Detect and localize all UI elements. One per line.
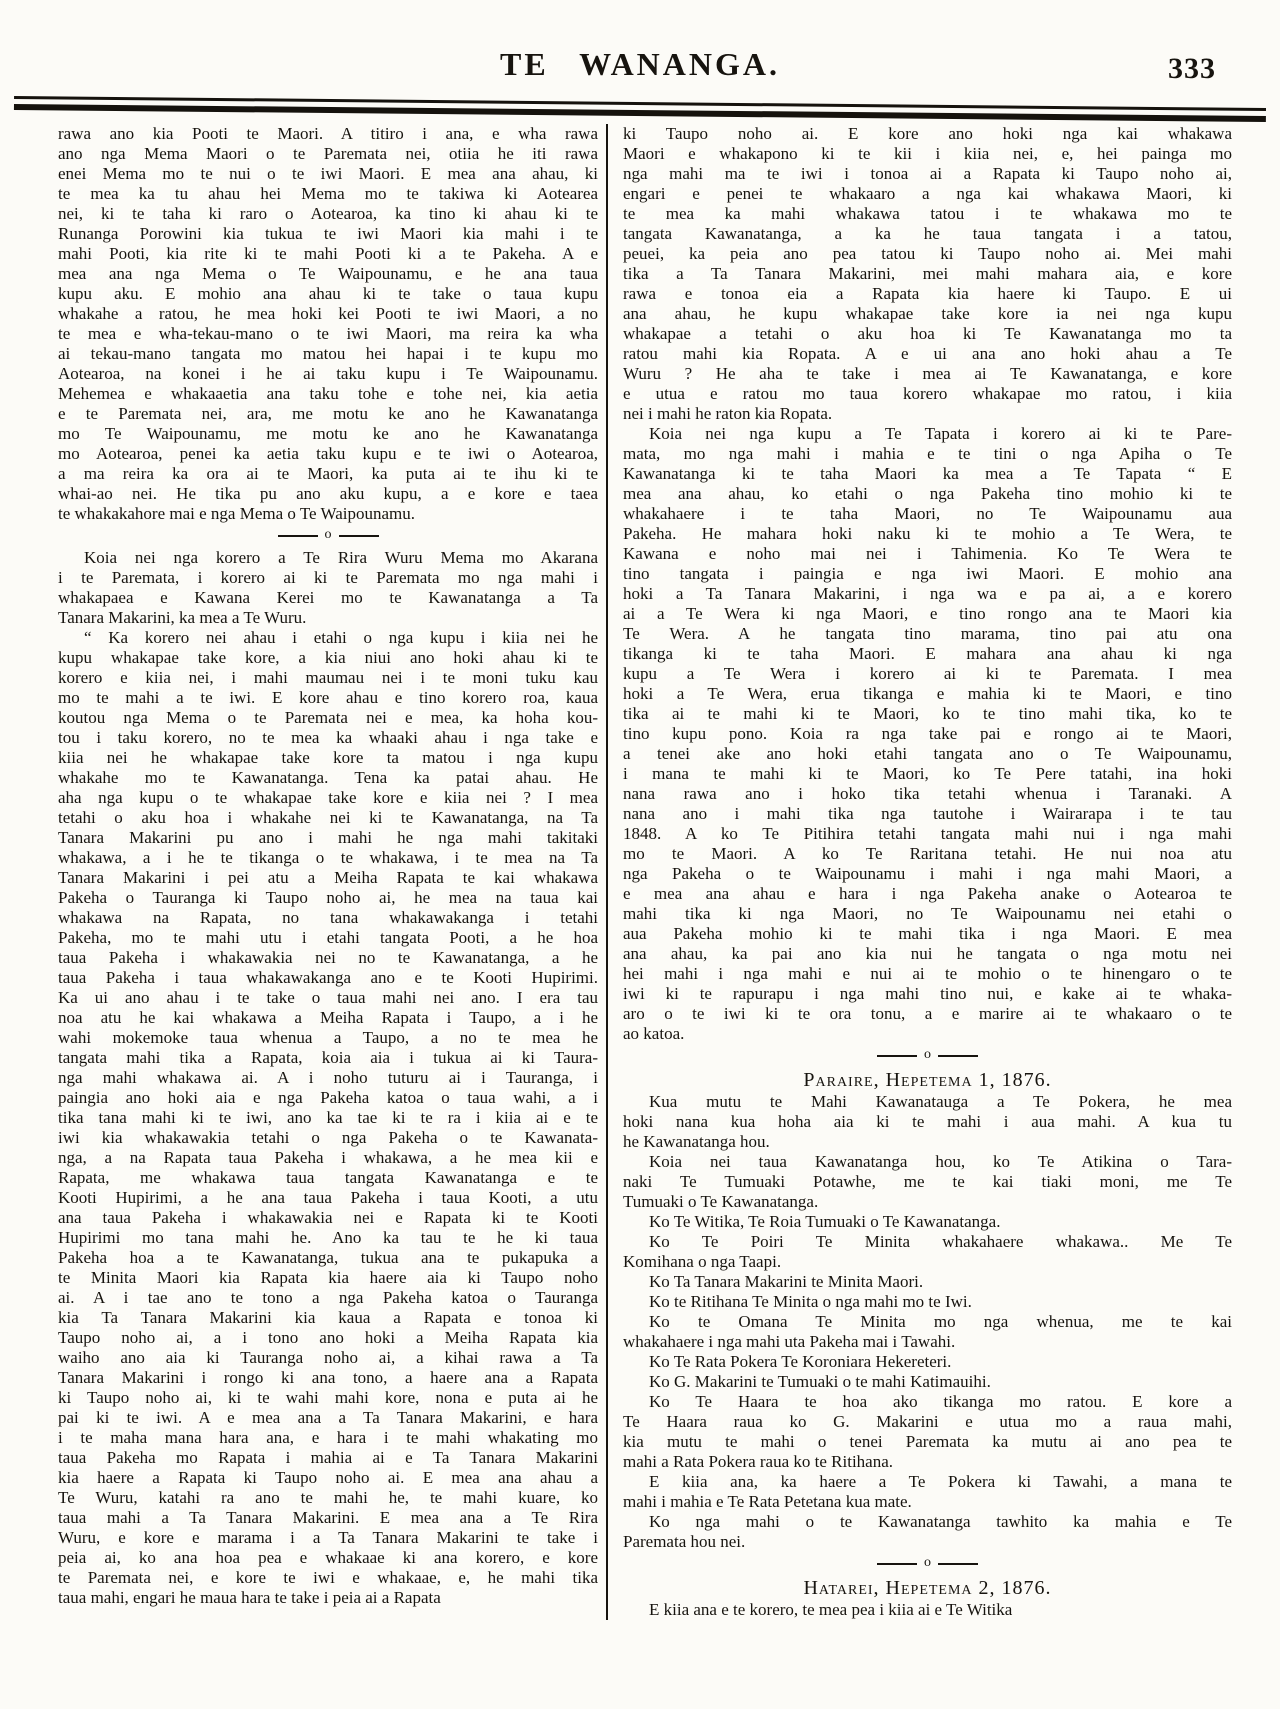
masthead [0, 0, 1280, 96]
text-line: taua Pakeha i taua whakawakanga ano e te Kooti Hupirimi. [58, 968, 598, 987]
text-line: peia ai, ko ana hoa pea e whakaae ki ana korero, e kore [58, 1548, 598, 1567]
text-line: Tanara Makarini i rongo ki ana tono, a haere ana a Rapata [58, 1368, 598, 1387]
text-line: tino tangata i paingia e nga iwi Maori. E mohio ana [623, 564, 1232, 583]
text-line: kia haere a Rapata ki Taupo noho ai. E mea ana ahau a [58, 1468, 598, 1487]
text-line: taua mahi a Ta Tanara Makarini. E mea ana a Te Rira [58, 1508, 598, 1527]
text-line: nga Pakeha o te Waipounamu i mahi i nga mahi Maori, a [623, 864, 1232, 883]
text-line: te Paremata nei, e kore te iwi e whakaae, e, he mahi tika [58, 1568, 598, 1587]
text-line: Wuru, e kore e marama i a Ta Tanara Makarini te take i [58, 1528, 598, 1547]
text-line: nana ano i mahi tika nga tautohe i Wairarapa i te tau [623, 804, 1232, 823]
text-line: rawa e tonoa eia a Rapata kia haere ki Taupo. E ui [623, 284, 1232, 303]
text-line: whakapae a tetahi o aku hoa ki Te Kawanatanga mo ta [623, 324, 1232, 343]
text-line: ratou mahi kia Ropata. A e ui ana ano hoki ahau a Te [623, 344, 1232, 363]
right-column [606, 124, 1232, 1620]
text-line: taua mahi, engari he maua hara te take i peia ai a Rapata [58, 1588, 441, 1607]
text-line: whakawa na Rapata, no tana whakawakanga i tetahi [58, 908, 598, 927]
text-line: a tenei ake ano hoki etahi tangata ano o Te Waipounamu, [623, 744, 1232, 763]
paragraph [623, 424, 1232, 1044]
paragraph [623, 1372, 1232, 1392]
text-line: tika ai te mahi ki te Maori, ko te tino mahi tika, ko te [623, 704, 1232, 723]
paragraph [623, 1212, 1232, 1232]
text-line: Tanara Makarini, ka mea a Te Wuru. [58, 608, 307, 627]
text-line: i mana te mahi ki te Maori, ko Te Pere tatahi, ina hoki [623, 764, 1232, 783]
text-line: i te maha mana hara ana, e hara i te mahi whakating mo [58, 1428, 598, 1447]
divider-line [877, 1563, 917, 1565]
section-divider-ornament [623, 1552, 1232, 1576]
text-line: ki Taupo noho ai. E kore ano hoki nga kai whakawa [623, 124, 1232, 143]
text-line: mahi i mahia e Te Rata Petetana kua mate. [623, 1492, 912, 1511]
text-line: mo te Maori. A ko Te Raritana tetahi. He nui noa atu [623, 844, 1232, 863]
text-line: Pakeha. He mahara hoki naku ki te mohio a Te Wera, te [623, 524, 1232, 543]
text-line: ai a Te Wera ki nga Maori, e tino rongo ana te Maori kia [623, 604, 1232, 623]
text-line: Ko Te Rata Pokera Te Koroniara Hekereteri. [649, 1352, 952, 1371]
text-line: tika a Ta Tanara Makarini, mei mahi mahara aia, e kore [623, 264, 1232, 283]
paragraph [623, 1600, 1232, 1620]
text-line: Pakeha hoa a te Kawanatanga, tukua ana te pukapuka a [58, 1248, 598, 1267]
text-line: nei i mahi he raton kia Ropata. [623, 404, 833, 423]
paragraph [623, 1292, 1232, 1312]
text-line: tikanga ki te taha Maori. E mahara ana ahau ki nga [623, 644, 1232, 663]
text-line: paingia ano hoki aia e nga Pakeha katoa o taua wahi, a i [58, 1088, 598, 1107]
text-line: ki Taupo noho ai, ki te wahi mahi kore, nona e puta ai he [58, 1388, 598, 1407]
text-line: mata, mo nga mahi i mahia e te tini o nga Apiha o Te [623, 444, 1232, 463]
text-line: Ko nga mahi o te Kawanatanga tawhito ka mahia e Te [649, 1512, 1232, 1531]
text-line: Paremata hou nei. [623, 1532, 746, 1551]
text-line: e te Paremata nei, ara, me motu ke ano he Kawanatanga [58, 404, 598, 423]
text-line: whakahaere i nga mahi uta Pakeha mai i Tawahi. [623, 1332, 956, 1351]
text-line: taua Pakeha mo Rapata i mahia ai e Ta Tanara Makarini [58, 1448, 598, 1467]
text-line: Koia nei taua Kawanatanga hou, ko Te Atikina o Tara- [649, 1152, 1232, 1171]
text-line: korero e kiia nei, i mahi maumau nei i te moni tuku kau [58, 668, 598, 687]
text-line: ana taua Pakeha i whakawakia nei e Rapata ki te Kooti [58, 1208, 598, 1227]
divider-line [938, 1563, 978, 1565]
article-columns [0, 110, 1280, 1620]
divider-o-glyph: o [924, 1555, 931, 1570]
paragraph [623, 1312, 1232, 1352]
text-line: mahi Pooti, kia rite ki te mahi Pooti ki a te Pakeha. A e [58, 244, 598, 263]
text-line: te mea ka tu ahau hei Mema mo te takiwa ki Aotearea [58, 184, 598, 203]
paragraph [623, 1272, 1232, 1292]
text-line: whakahaere i te taha Maori, no Te Waipounamu aua [623, 504, 1232, 523]
divider-o-glyph: o [324, 527, 332, 542]
text-line: taua Pakeha i whakawakia nei no te Kawanatanga, a he [58, 948, 598, 967]
text-line: rawa ano kia Pooti te Maori. A titiro i ana, e wha rawa [58, 124, 598, 143]
text-line: kia mutu te mahi o tenei Paremata ka mutu ai ano pea te [623, 1432, 1232, 1451]
text-line: noa atu he kai whakawa a Meiha Rapata i Taupo, a i he [58, 1008, 598, 1027]
text-line: naki Te Tumuaki Potawhe, me te kai tiaki moni, me Te [623, 1172, 1232, 1191]
paragraph [58, 124, 598, 524]
text-line: Kawanatanga ki te taha Maori ka mea a Te Tapata “ E [623, 464, 1232, 483]
text-line: mea ana nga Mema o Te Waipounamu, e he ana taua [58, 264, 598, 283]
text-line: te mea e wha-tekau-mano o te iwi Maori, ma reira ka wha [58, 324, 598, 343]
text-line: Ka ui ano ahau i te take o taua mahi nei ano. I era tau [58, 988, 598, 1007]
text-line: Ko Te Haara te hoa ako tikanga mo ratou. E kore a [649, 1392, 1232, 1411]
text-line: Ko Te Poiri Te Minita whakahaere whakawa.. Me Te [649, 1232, 1232, 1251]
text-line: e utua e ratou mo taua korero whakapae mo ratou, i kiia [623, 384, 1232, 403]
text-line: hei mahi i nga mahi e nui ai te mohio o te hinengaro o te [623, 964, 1232, 983]
text-line: te whakakahore mai e nga Mema o Te Waipounamu. [58, 504, 415, 523]
paragraph [623, 1352, 1232, 1372]
dateline-heading: Paraire, Hepetema 1, 1876. [803, 1069, 1052, 1091]
text-line: Te Wera. A he tangata tino marama, tino pai atu ona [623, 624, 1232, 643]
text-line: 1848. A ko Te Pitihira tetahi tangata mahi nui i nga mahi [623, 824, 1232, 843]
paragraph [58, 628, 598, 1608]
newspaper-title: TE WANANGA. [500, 46, 780, 82]
text-line: mo Te Waipounamu, me motu ke ano he Kawanatanga [58, 424, 598, 443]
text-line: tangata mahi tika a Rapata, koia aia i tukua ai ki Taura- [58, 1048, 598, 1067]
text-line: Komihana o nga Taapi. [623, 1252, 782, 1271]
paragraph [623, 1152, 1232, 1212]
text-line: Pakeha o Tauranga ki Taupo noho ai, he mea na taua kai [58, 888, 598, 907]
text-line: wahi mokemoke taua whenua a Taupo, a no te mea he [58, 1028, 598, 1047]
text-line: Koia nei nga korero a Te Rira Wuru Mema mo Akarana [84, 548, 598, 567]
section-divider-ornament [58, 524, 598, 548]
text-line: mahi tika ki nga Maori, no Te Waipounamu nei etahi o [623, 904, 1232, 923]
divider-line [938, 1055, 978, 1057]
text-line: whakawa, a i he te tikanga o te whakawa, i te mea na Ta [58, 848, 598, 867]
text-line: te mea ka mahi whakawa tatou i te whakawa mo te [623, 204, 1232, 223]
paragraph [623, 1092, 1232, 1152]
text-line: Koia nei nga kupu a Te Tapata i korero ai ki te Pare- [649, 424, 1232, 443]
text-line: nana rawa ano i hoko tika tetahi whenua i Taranaki. A [623, 784, 1232, 803]
text-line: mahi a Rata Pokera raua ko te Ritihana. [623, 1452, 894, 1471]
left-column [58, 124, 606, 1620]
text-line: te Minita Maori kia Rapata kia haere aia ki Taupo noho [58, 1268, 598, 1287]
text-line: Ko te Omana Te Minita mo nga whenua, me te kai [649, 1312, 1232, 1331]
text-line: E kiia ana, ka haere a Te Pokera ki Tawahi, a mana te [649, 1472, 1232, 1491]
text-line: Tumuaki o Te Kawanatanga. [623, 1192, 819, 1211]
divider-line [278, 535, 318, 537]
text-line: Tanara Makarini pu ano i mahi he nga mahi takitaki [58, 828, 598, 847]
text-line: iwi ki te rapurapu i nga mahi tino nui, e kake ai te whaka- [623, 984, 1232, 1003]
text-line: Kooti Hupirimi, a he ana taua Pakeha i taua Kooti, a utu [58, 1188, 598, 1207]
text-line: mo te mahi a te iwi. E kore ahau e tino korero roa, kaua [58, 688, 598, 707]
text-line: whai-ao nei. He tika pu ano aku kupu, a e kore e taea [58, 484, 598, 503]
text-line: Wuru ? He aha te take i mea ai Te Kawanatanga, e kore [623, 364, 1232, 383]
text-line: hoki a Te Wera, erua tikanga e mahia ki te Maori, e tino [623, 684, 1232, 703]
text-line: Te Wuru, katahi ra ano te mahi he, te mahi kuare, ko [58, 1488, 598, 1507]
divider-line [339, 535, 379, 537]
text-line: engari e penei te whakaaro a nga kai whakawa Maori, ki [623, 184, 1232, 203]
text-line: kupu whakapae take kore, a kia niui ano hoki ahau ki te [58, 648, 598, 667]
text-line: Rapata, me whakawa taua tangata Kawanatanga e te [58, 1168, 598, 1187]
divider-line [877, 1055, 917, 1057]
text-line: Pakeha, mo te mahi utu i etahi tangata Pooti, a he hoa [58, 928, 598, 947]
text-line: Ko te Ritihana Te Minita o nga mahi mo te Iwi. [649, 1292, 972, 1311]
text-line: Ko Te Witika, Te Roia Tumuaki o Te Kawanatanga. [649, 1212, 1001, 1231]
text-line: enei Mema mo te nui o te iwi Maori. E mea ana ahau, ki [58, 164, 598, 183]
text-line: tetahi o aku hoa i whakahe nei ki te Kawanatanga, na Ta [58, 808, 598, 827]
text-line: i te Paremata, i korero ai ki te Paremata mo nga mahi i [58, 568, 598, 587]
text-line: tou i taku korero, no te mea ka whaaki ahau i nga take e [58, 728, 598, 747]
text-line: whakapaea e Kawana Kerei mo te Kawanatanga a Ta [58, 588, 598, 607]
text-line: ao katoa. [623, 1024, 685, 1043]
text-line: Ko G. Makarini te Tumuaki o te mahi Katimauihi. [649, 1372, 991, 1391]
text-line: Mehemea e whakaaetia ana taku tohe e tohe nei, kia aetia [58, 384, 598, 403]
text-line: iwi kia whakawakia tetahi o nga Pakeha o te Kawanata- [58, 1128, 598, 1147]
text-line: mea ana ahau, ko etahi o nga Pakeha tino mohio ki te [623, 484, 1232, 503]
page-number: 333 [1168, 52, 1216, 85]
text-line: ai. A i tae ano te tono a nga Pakeha katoa o Tauranga [58, 1288, 598, 1307]
text-line: peuei, ka peia ano pea tatou ki Taupo noho ai. Mei mahi [623, 244, 1232, 263]
text-line: Taupo noho ai, a i tono ano hoki a Meiha Rapata kia [58, 1328, 598, 1347]
text-line: Ko Ta Tanara Makarini te Minita Maori. [649, 1272, 924, 1291]
divider-o-glyph: o [924, 1047, 931, 1062]
text-line: tino kupu pono. Koia ra nga take pai e rongo ai te Maori, [623, 724, 1232, 743]
text-line: hoki a Ta Tanara Makarini, i nga wa e pa ai, a e korero [623, 584, 1232, 603]
text-line: aro o te iwi ki te ora tonu, a e marire ai te whakaaro o te [623, 1004, 1232, 1023]
text-line: mo Aotearoa, penei ka aetia taku kupu e te iwi o Aotearoa, [58, 444, 598, 463]
text-line: Aotearoa, na konei i he ai taku kupu i Te Waipounamu. [58, 364, 598, 383]
text-line: Kawana e noho mai nei i Tahimenia. Ko Te Wera te [623, 544, 1232, 563]
text-line: tika tana mahi ki te iwi, ano ka tae ki te ra i kiia ai e te [58, 1108, 598, 1127]
text-line: koutou nga Mema o te Paremata nei e mea, ka hoha kou- [58, 708, 598, 727]
text-line: kiia nei he whakapae take kore ta matou i nga kupu [58, 748, 598, 767]
text-line: ana ahau, he kupu whakapae take kore ia nei nga kupu [623, 304, 1232, 323]
text-line: ano nga Mema Maori o te Paremata nei, otiia he iti rawa [58, 144, 598, 163]
text-line: Hupirimi mo tana mahi he. Ano ka tau te he ki taua [58, 1228, 598, 1247]
text-line: he Kawanatanga hou. [623, 1132, 770, 1151]
paragraph [623, 1472, 1232, 1512]
text-line: whakahe mo te Kawanatanga. Tena ka patai ahau. He [58, 768, 598, 787]
dateline-heading: Hatarei, Hepetema 2, 1876. [803, 1577, 1052, 1599]
text-line: Te Haara raua ko G. Makarini e utua mo a raua mahi, [623, 1412, 1232, 1431]
paragraph [58, 548, 598, 628]
text-line: nei, ki te taha ki raro o Aotearoa, ka tino ki ahau ki te [58, 204, 598, 223]
paragraph [623, 1392, 1232, 1472]
paragraph [623, 1512, 1232, 1552]
text-line: aha nga kupu o te whakapae take kore e kiia nei ? I mea [58, 788, 598, 807]
text-line: kia Ta Tanara Makarini kia kaua a Rapata e tonoa ki [58, 1308, 598, 1327]
text-line: nga, a na Rapata taua Pakeha i whakawa, a he mea kii e [58, 1148, 598, 1167]
text-line: tangata Kawanatanga, a ka he taua tangata i a tatou, [623, 224, 1232, 243]
paragraph [623, 124, 1232, 424]
text-line: whakahe a ratou, he mea hoki kei Pooti te iwi Maori, a no [58, 304, 598, 323]
text-line: “ Ka korero nei ahau i etahi o nga kupu i kiia nei he [84, 628, 598, 647]
text-line: Maori e whakapono ki te kii i kiia nei, e, hei painga mo [623, 144, 1232, 163]
text-line: E kiia ana e te korero, te mea pea i kiia ai e Te Witika [649, 1600, 1013, 1619]
paragraph [623, 1232, 1232, 1272]
text-line: Kua mutu te Mahi Kawanatauga a Te Pokera, he mea [649, 1092, 1232, 1111]
text-line: e mea ana ahau e hara i nga Pakeha anake o Aotearoa te [623, 884, 1232, 903]
text-line: aua Pakeha mohio ki te mahi tika i nga Maori. E mea [623, 924, 1232, 943]
text-line: kupu aku. E mohio ana ahau ki te take o taua kupu [58, 284, 598, 303]
text-line: kupu a Te Wera i korero ai ki te Paremata. I mea [623, 664, 1232, 683]
text-line: nga mahi whakawa ai. A i noho tuturu ai i Tauranga, i [58, 1068, 598, 1087]
text-line: hoki nana kua hoha aia ki te mahi i aua mahi. A kua tu [623, 1112, 1232, 1131]
text-line: pai ki te iwi. A e mea ana a Ta Tanara Makarini, e hara [58, 1408, 598, 1427]
text-line: ana ahau, ka pai ano kia nui he tangata o nga motu nei [623, 944, 1232, 963]
text-line: waiho ano aia ki Tauranga noho ai, a kihai rawa a Ta [58, 1348, 598, 1367]
text-line: Tanara Makarini i pei atu a Meiha Rapata te kai whakawa [58, 868, 598, 887]
text-line: ai tekau-mano tangata mo matou hei hapai i te kupu mo [58, 344, 598, 363]
text-line: nga mahi ma te iwi i tonoa ai a Rapata ki Taupo noho ai, [623, 164, 1232, 183]
section-divider-ornament [623, 1044, 1232, 1068]
text-line: a ma reira ka ora ai te Maori, ka puta ai te ihu ki te [58, 464, 598, 483]
text-line: Runanga Porowini kia tukua te iwi Maori kia mahi i te [58, 224, 598, 243]
